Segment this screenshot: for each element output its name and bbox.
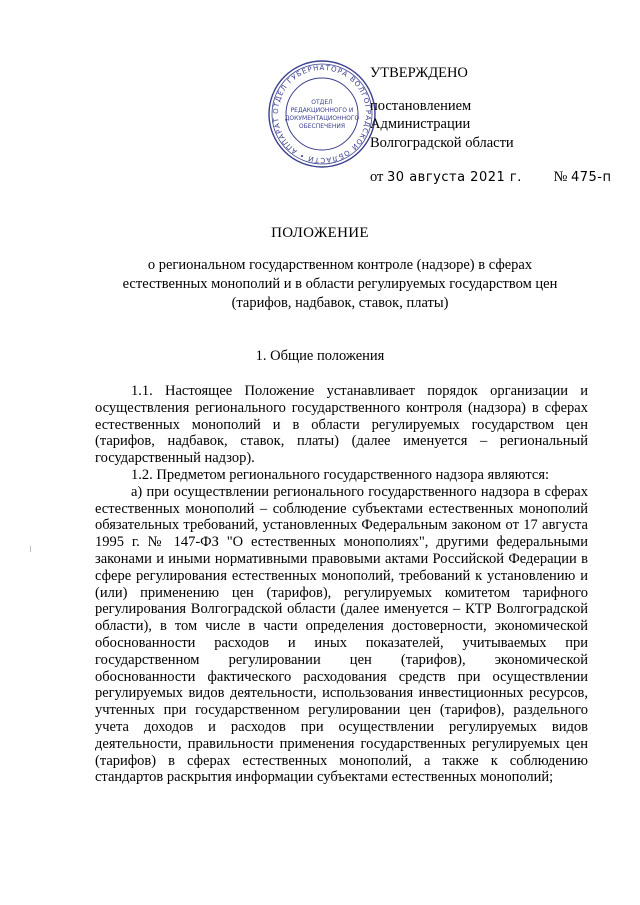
section-heading: 1. Общие положения	[255, 348, 385, 364]
svg-text:ОТДЕЛ ГУБЕРНАТОРА ВОЛГОГРАДСКО: ОТДЕЛ ГУБЕРНАТОРА ВОЛГОГРАДСКОЙ ОБЛАСТИ • АППАРАТ	[271, 63, 373, 165]
approval-line-2: Администрации	[370, 116, 471, 132]
paragraph-1-2-a: а) при осуществлении регионального государственного надзора в сферах естественных монополий – соблюдение субъектами естественных монополий обязательных требований, установленных Федеральным законом от 17 августа 1995 г. № 147-ФЗ "О естественных монополиях", другими федеральными законами и иными нормативными правовыми актами Российской Федерации в сфере регулирования естественных монополий, требований к установлению и (или) применению цен (тарифов), регулируемых комитетом тарифного регулирования Волгоградской области (далее именуется – КТР Волгоградской области), в том числе в части определения достоверности, экономической обоснованности расходов и иных показателей, учитываемых при государственном регулировании цен (тарифов), экономической обоснованности фактического расходования средств при осуществлении регулируемых видов деятельности, использования инвестиционных ресурсов, учтенных при государственном регулировании цен (тарифов), раздельного учета доходов и расходов при осуществлении регулируемых видов деятельности, правильности применения государственных регулируемых цен (тарифов) в сферах естественных монополий, а также к соблюдению стандартов раскрытия информации субъектами естественных монополий;	[95, 483, 588, 786]
official-seal-stamp	[266, 58, 378, 170]
paragraph-1-1: 1.1. Настоящее Положение устанавливает порядок организации и осуществления регионального государственного контроля (надзора) в сферах естественных монополий и в области регулируемых государством цен (тарифов, надбавок, ставок, платы) (далее именуется – региональный государственный надзор).	[95, 383, 588, 467]
approved-label: УТВЕРЖДЕНО	[370, 65, 468, 81]
number-prefix: №	[553, 169, 568, 185]
date-value: 30 августа 2021 г.	[387, 170, 522, 185]
approval-line-3: Волгоградской области	[370, 134, 514, 151]
margin-mark	[30, 546, 31, 552]
svg-text:ОТДЕЛ: ОТДЕЛ	[311, 99, 333, 106]
svg-text:ОБЕСПЕЧЕНИЯ: ОБЕСПЕЧЕНИЯ	[298, 123, 346, 130]
document-title: ПОЛОЖЕНИЕ	[271, 225, 369, 241]
approval-block	[370, 64, 611, 188]
svg-text:РЕДАКЦИОННОГО И: РЕДАКЦИОННОГО И	[290, 107, 354, 114]
subtitle-line: о региональном государственном контроле (надзоре) в сферах	[147, 257, 533, 273]
seal-graphic	[266, 58, 378, 170]
approval-line-1: постановлением	[370, 97, 472, 114]
subtitle-line: естественных монополий и в области регулируемых государством цен	[122, 276, 558, 292]
paragraph-1-2: 1.2. Предметом регионального государственного надзора являются:	[131, 466, 550, 483]
svg-text:ДОКУМЕНТАЦИОННОГО: ДОКУМЕНТАЦИОННОГО	[284, 115, 360, 122]
approval-date-row	[370, 168, 611, 188]
document-body	[95, 383, 588, 786]
number-value: 475-п	[570, 170, 612, 185]
document-subtitle	[90, 256, 590, 313]
date-prefix: от	[370, 169, 384, 185]
subtitle-line: (тарифов, надбавок, ставок, платы)	[231, 295, 449, 311]
